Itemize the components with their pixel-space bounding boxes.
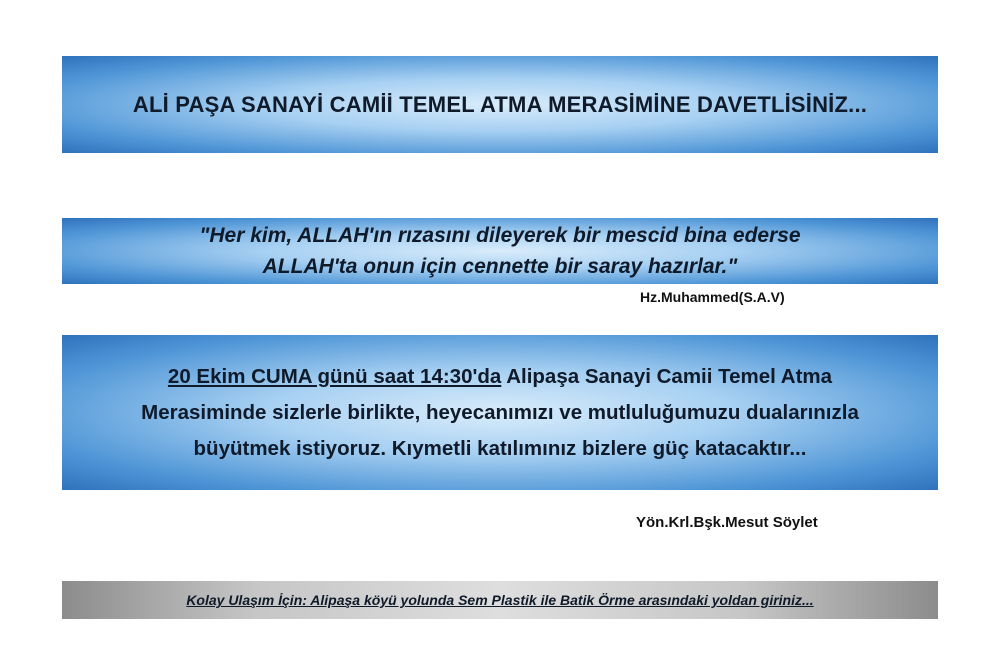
invitation-line-1-rest: Alipaşa Sanayi Camii Temel Atma <box>501 364 833 388</box>
quote-banner <box>62 218 938 284</box>
invitation-banner <box>62 335 938 490</box>
quote-line-1: "Her kim, ALLAH'ın rızasını dileyerek bir mescid bina ederse <box>199 224 801 247</box>
quote-source: Hz.Muhammed(S.A.V) <box>640 289 785 305</box>
transport-banner <box>62 581 938 619</box>
signature: Yön.Krl.Bşk.Mesut Söylet <box>636 514 818 531</box>
invitation-title: ALİ PAŞA SANAYİ CAMİİ TEMEL ATMA MERASİMİNE DAVETLİSİNİZ... <box>132 91 868 117</box>
invitation-line-3: büyütmek istiyoruz. Kıymetli katılımınız bizlere güç katacaktır... <box>193 436 807 460</box>
transport-directions: Kolay Ulaşım İçin: Alipaşa köyü yolunda Sem Plastik ile Batik Örme arasındaki yoldan giriniz... <box>186 592 814 608</box>
event-date-time: 20 Ekim CUMA günü saat 14:30'da <box>167 364 502 388</box>
invitation-line-2: Merasiminde sizlerle birlikte, heyecanımızı ve mutluluğumuzu dualarınızla <box>141 400 859 424</box>
invitation-line-1 <box>168 359 832 395</box>
quote-line-2: ALLAH'ta onun için cennette bir saray hazırlar." <box>262 255 738 278</box>
title-banner <box>62 56 938 153</box>
